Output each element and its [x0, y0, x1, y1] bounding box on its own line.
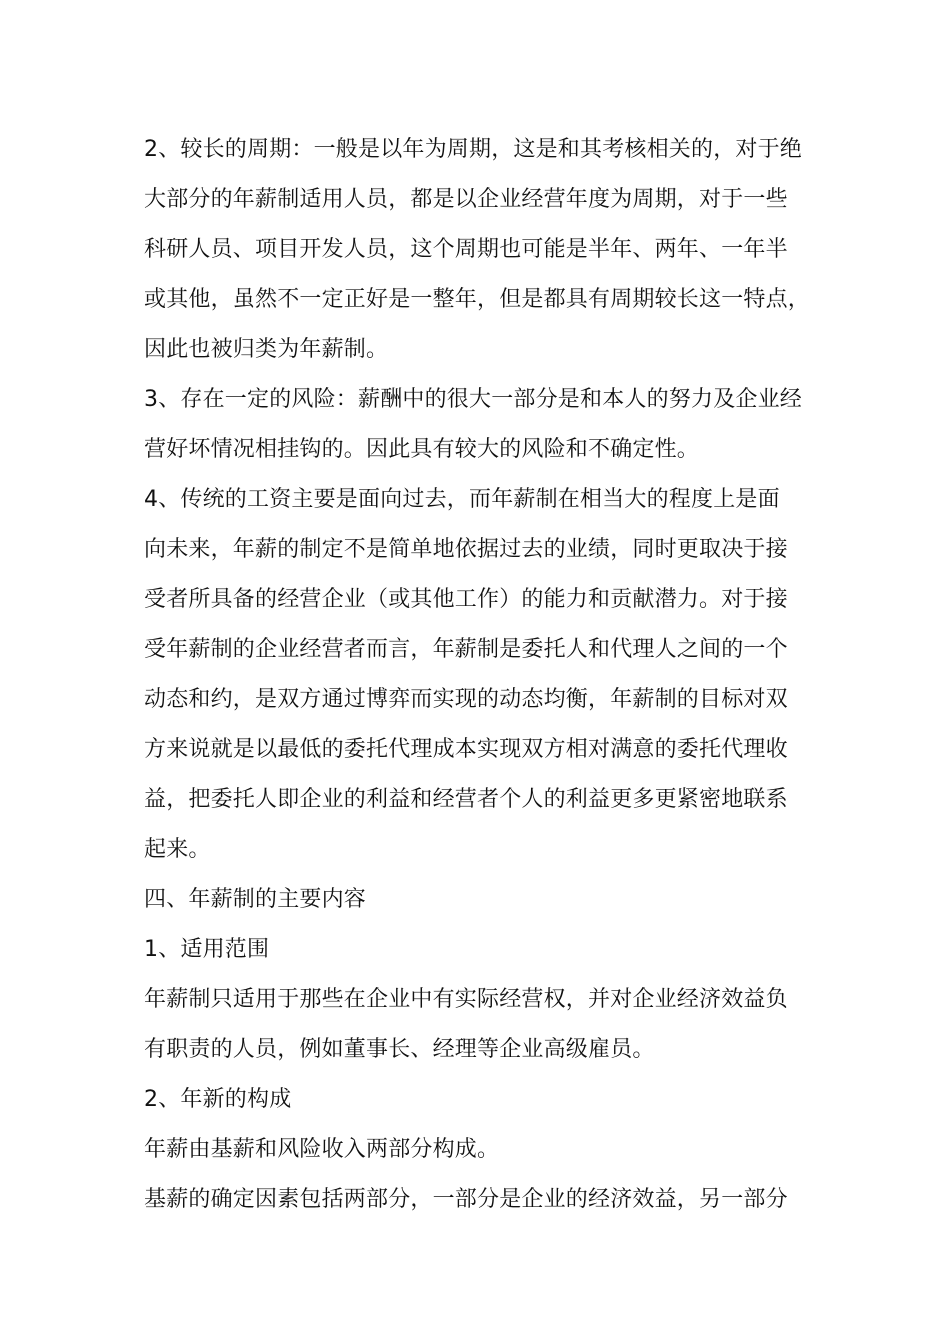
text-line: 动态和约，是双方通过博弈而实现的动态均衡，年薪制的目标对双: [144, 687, 788, 712]
text-line: 大部分的年薪制适用人员，都是以企业经营年度为周期，对于一些: [144, 187, 788, 212]
text-line: 年薪由基薪和风险收入两部分构成。: [144, 1137, 500, 1162]
text-line: 基薪的确定因素包括两部分，一部分是企业的经济效益，另一部分: [144, 1187, 788, 1212]
text-line: 年薪制只适用于那些在企业中有实际经营权，并对企业经济效益负: [144, 987, 788, 1012]
text-line: 受年薪制的企业经营者而言，年薪制是委托人和代理人之间的一个: [144, 637, 788, 662]
section-heading: 四、年薪制的主要内容: [144, 887, 367, 912]
text-line: 方来说就是以最低的委托代理成本实现双方相对满意的委托代理收: [144, 737, 788, 762]
text-line: 益，把委托人即企业的利益和经营者个人的利益更多更紧密地联系: [144, 787, 788, 812]
text-line: 4、传统的工资主要是面向过去，而年薪制在相当大的程度上是面: [144, 487, 780, 512]
text-line: 科研人员、项目开发人员，这个周期也可能是半年、两年、一年半: [144, 237, 788, 262]
subsection-heading: 1、适用范围: [144, 937, 270, 962]
text-line: 3、存在一定的风险：薪酬中的很大一部分是和本人的努力及企业经: [144, 387, 802, 412]
text-line: 起来。: [144, 837, 211, 862]
text-line: 2、较长的周期：一般是以年为周期，这是和其考核相关的，对于绝: [144, 137, 802, 162]
text-line: 因此也被归类为年薪制。: [144, 337, 389, 362]
text-line: 向未来，年薪的制定不是简单地依据过去的业绩，同时更取决于接: [144, 537, 788, 562]
text-line: 有职责的人员，例如董事长、经理等企业高级雇员。: [144, 1037, 655, 1062]
text-line: 营好坏情况相挂钩的。因此具有较大的风险和不确定性。: [144, 437, 700, 462]
text-line: 受者所具备的经营企业（或其他工作）的能力和贡献潜力。对于接: [144, 587, 788, 612]
text-line: 或其他，虽然不一定正好是一整年，但是都具有周期较长这一特点，: [144, 287, 811, 312]
subsection-heading: 2、年新的构成: [144, 1087, 292, 1112]
